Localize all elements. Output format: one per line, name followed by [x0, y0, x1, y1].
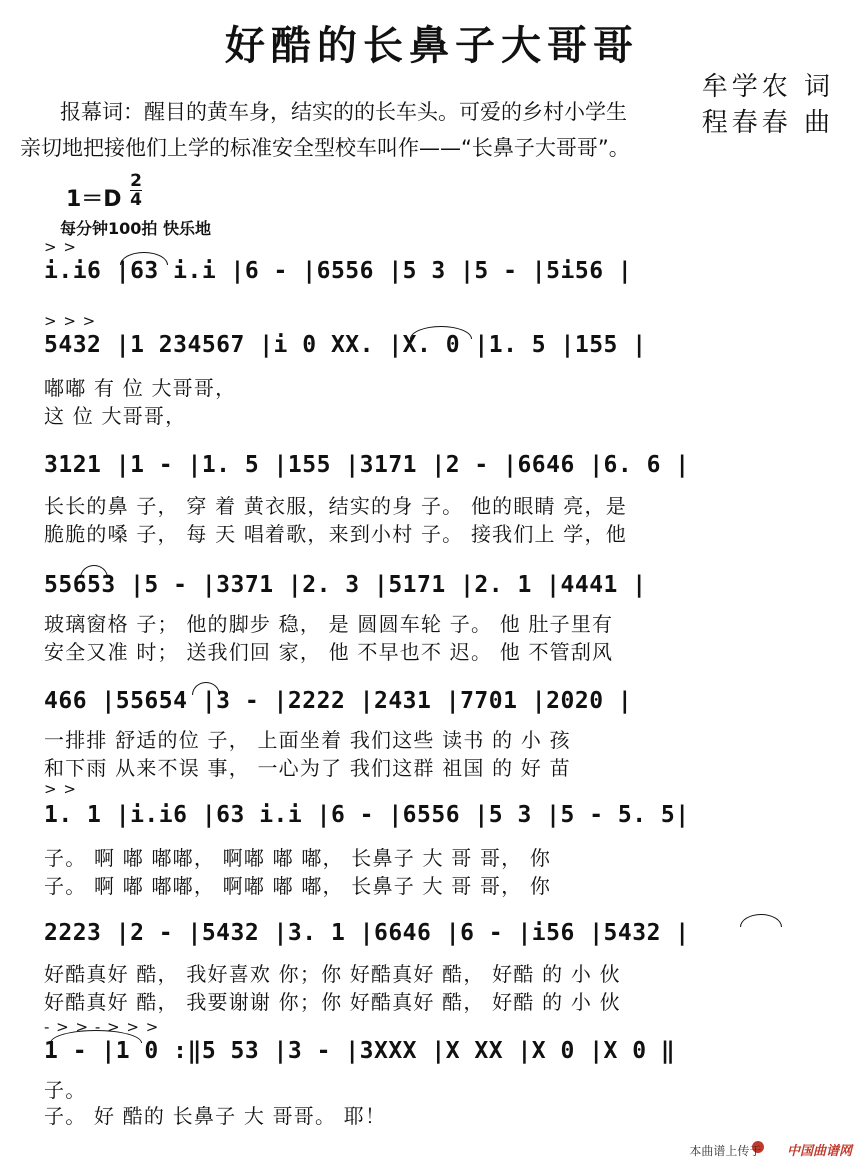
slur-mark	[740, 914, 782, 927]
system-3-notes: 3121 |1 - |1. 5 |155 |3171 |2 - |6646 |6. 6 |	[44, 452, 690, 478]
slur-mark	[410, 326, 472, 339]
tempo-marking: 每分钟100拍 快乐地	[60, 219, 211, 238]
slur-mark	[120, 252, 168, 265]
system-3-lyrics-2: 脆脆的嗓 子， 每 天 唱着歌，来到小村 子。 接我们上 学，他	[44, 522, 627, 546]
system-7-lyrics-1: 好酷真好 酷， 我好喜欢 你；你 好酷真好 酷， 好酷 的 小 伙	[44, 962, 621, 986]
system-2-lyrics-2: 这 位 大哥哥，	[44, 404, 187, 428]
system-6-marks: > >	[44, 780, 77, 798]
system-8-lyrics-1: 子。	[44, 1078, 87, 1102]
footer-credit	[689, 1140, 852, 1159]
slur-mark	[192, 682, 220, 695]
system-6-notes: 1. 1 |i.i6 |63 i.i |6 - |6556 |5 3 |5 - 5. 5|	[44, 802, 690, 828]
system-5-notes: 466 |55654 |3 - |2222 |2431 |7701 |2020 |	[44, 688, 633, 714]
system-8-marks: - > > - > > >	[44, 1018, 160, 1036]
system-4-notes: 55653 |5 - |3371 |2. 3 |5171 |2. 1 |4441 |	[44, 572, 647, 598]
system-5-lyrics-1: 一排排 舒适的位 子， 上面坐着 我们这些 读书 的 小 孩	[44, 728, 571, 752]
key-signature: 1＝D	[66, 187, 122, 212]
intro-line-2: 亲切地把接他们上学的标准安全型校车叫作——“长鼻子大哥哥”。	[20, 136, 630, 160]
system-1-marks: > >	[44, 238, 77, 256]
footer-brand: 中国曲谱网	[786, 1144, 852, 1159]
system-7-notes: 2223 |2 - |5432 |3. 1 |6646 |6 - |i56 |5432 |	[44, 920, 690, 946]
system-2-notes: 5432 |1 234567 |i 0 XX. |X. 0 |1. 5 |155 |	[44, 332, 647, 358]
system-8-notes: 1 - |1 0 :‖5 53 |3 - |3XXX |X XX |X 0 |X 0 ‖	[44, 1038, 676, 1064]
lyricist-credit: 牟学农 词	[701, 72, 834, 102]
time-signature-bottom: 4	[130, 190, 142, 210]
system-3-lyrics-1: 长长的鼻 子， 穿 着 黄衣服，结实的身 子。 他的眼睛 亮，是	[44, 494, 627, 518]
system-7-lyrics-2: 好酷真好 酷， 我要谢谢 你；你 好酷真好 酷， 好酷 的 小 伙	[44, 990, 621, 1014]
time-signature	[130, 172, 142, 209]
slur-mark	[80, 565, 108, 578]
intro-line-1: 报幕词：醒目的黄车身，结实的的长车头。可爱的乡村小学生	[60, 100, 627, 124]
composer-credit: 程春春 曲	[701, 108, 834, 138]
system-1-notes: i.i6 |63 i.i |6 - |6556 |5 3 |5 - |5i56 |	[44, 258, 633, 284]
footer-prefix: 本曲谱上传于	[689, 1144, 762, 1158]
system-4-lyrics-1: 玻璃窗格 子； 他的脚步 稳， 是 圆圆车轮 子。 他 肚子里有	[44, 612, 614, 636]
system-4-lyrics-2: 安全又准 时； 送我们回 家， 他 不早也不 迟。 他 不管刮风	[44, 640, 614, 664]
song-title: 好酷的长鼻子大哥哥	[225, 22, 639, 69]
system-2-marks: > > >	[44, 312, 97, 330]
system-8-lyrics-2: 子。 好 酷的 长鼻子 大 哥哥。 耶！	[44, 1104, 387, 1128]
system-6-lyrics-1: 子。 啊 嘟 嘟嘟， 啊嘟 嘟 嘟， 长鼻子 大 哥 哥， 你	[44, 846, 552, 870]
system-2-lyrics-1: 嘟嘟 有 位 大哥哥，	[44, 376, 237, 400]
time-signature-top: 2	[130, 171, 142, 191]
system-6-lyrics-2: 子。 啊 嘟 嘟嘟， 啊嘟 嘟 嘟， 长鼻子 大 哥 哥， 你	[44, 874, 552, 898]
system-5-lyrics-2: 和下雨 从来不误 事， 一心为了 我们这群 祖国 的 好 苗	[44, 756, 571, 780]
